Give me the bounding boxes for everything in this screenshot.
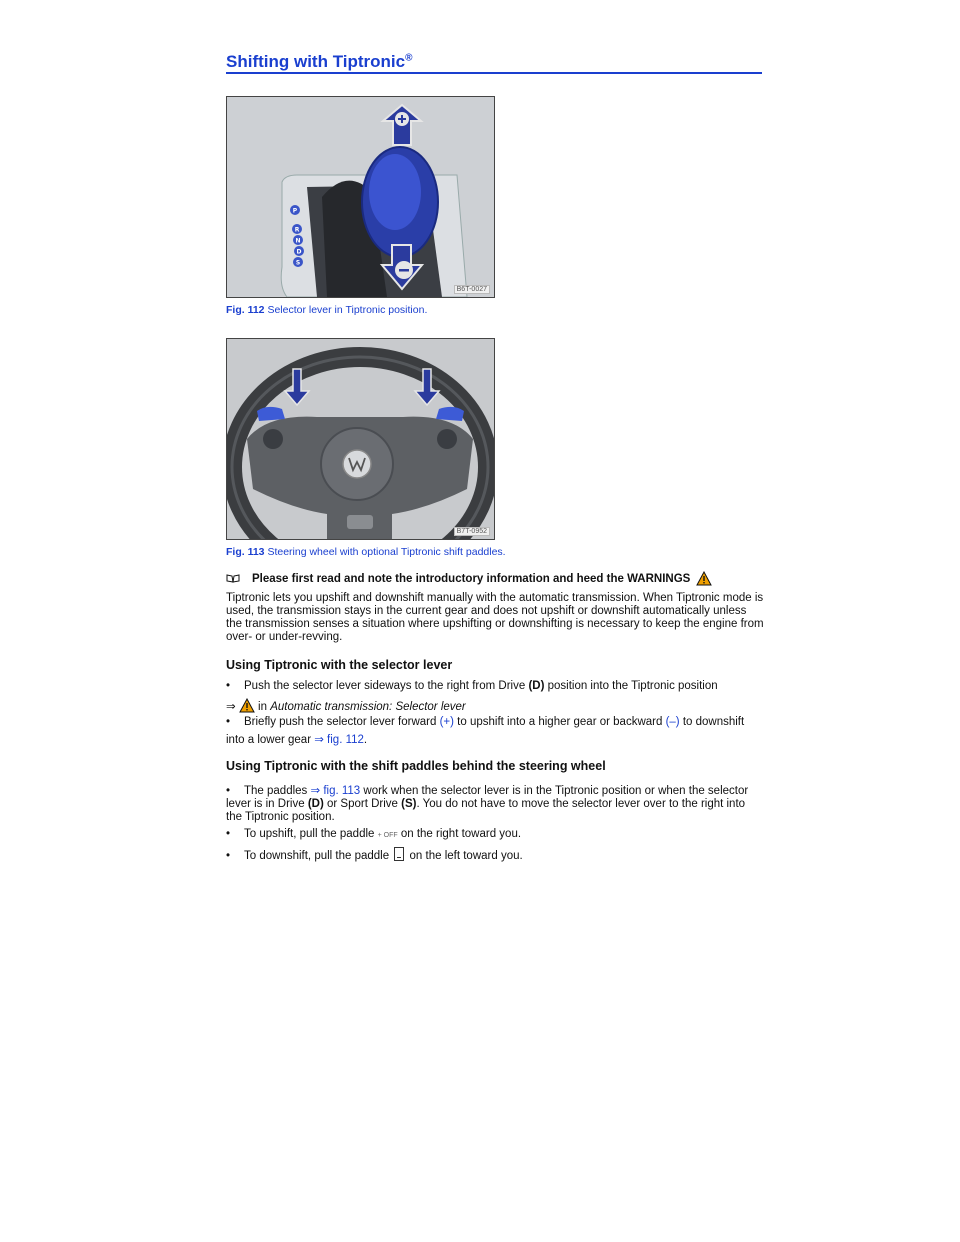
list-item-continuation: ⇒ in Automatic transmission: Selector lever	[226, 698, 764, 714]
figure-steering-wheel	[226, 338, 495, 540]
upshift-paddle-icon: + OFF	[377, 832, 398, 839]
list-item-continuation: into a lower gear ⇒ fig. 112.	[226, 734, 368, 746]
svg-text:R: R	[294, 226, 300, 234]
book-icon	[226, 574, 240, 583]
warning-icon[interactable]	[696, 571, 712, 586]
intro-paragraph: Tiptronic lets you upshift and downshift manually with the automatic transmission. When Tiptronic mode is used, the transmission stays in the current gear and does not upshift or downshift automatically unless the transmission senses a situation where upshifting or downshifting is necessary to keep the engine from over- or under-revving.	[226, 592, 764, 643]
list-item: • The paddles ⇒ fig. 113 work when the selector lever is in the Tiptronic position or when the selector lever is in Drive (D) or Sport Drive (S). You do not have to move the selector lever over to the right into the Tiptronic position.	[226, 785, 749, 823]
list-item: • To upshift, pull the paddle + OFF on the right toward you.	[226, 828, 522, 840]
fig-113-link[interactable]: ⇒ fig. 113	[310, 785, 361, 797]
figure-caption-113: Fig. 113 Steering wheel with optional Tiptronic shift paddles.	[226, 546, 506, 558]
read-first-note: Please first read and note the introductory information and heed the WARNINGS	[226, 571, 712, 586]
section-heading-shift-paddles: Using Tiptronic with the shift paddles behind the steering wheel	[226, 759, 606, 773]
svg-text:P: P	[292, 207, 298, 215]
svg-text:S: S	[295, 259, 301, 267]
downshift-paddle-icon	[394, 847, 404, 861]
svg-text:D: D	[296, 248, 302, 256]
figure-caption-112: Fig. 112 Selector lever in Tiptronic position.	[226, 304, 428, 316]
section-heading-selector-lever: Using Tiptronic with the selector lever	[226, 658, 453, 672]
figure-selector-lever	[226, 96, 495, 298]
svg-text:N: N	[295, 237, 301, 245]
page-title: Shifting with Tiptronic®	[226, 52, 413, 71]
list-item: • Push the selector lever sideways to the right from Drive (D) position into the Tiptronic position	[226, 680, 718, 692]
list-item: • Briefly push the selector lever forward (+) to upshift into a higher gear or backward (–) to downshift	[226, 716, 745, 728]
list-item: • To downshift, pull the paddle on the left toward you.	[226, 847, 764, 863]
fig-112-link[interactable]: ⇒ fig. 112	[314, 734, 364, 746]
figure-code: B6T-0027	[454, 285, 490, 294]
title-rule	[226, 72, 762, 74]
warning-icon[interactable]	[239, 698, 255, 713]
figure-code: B7T-0952	[454, 527, 490, 536]
